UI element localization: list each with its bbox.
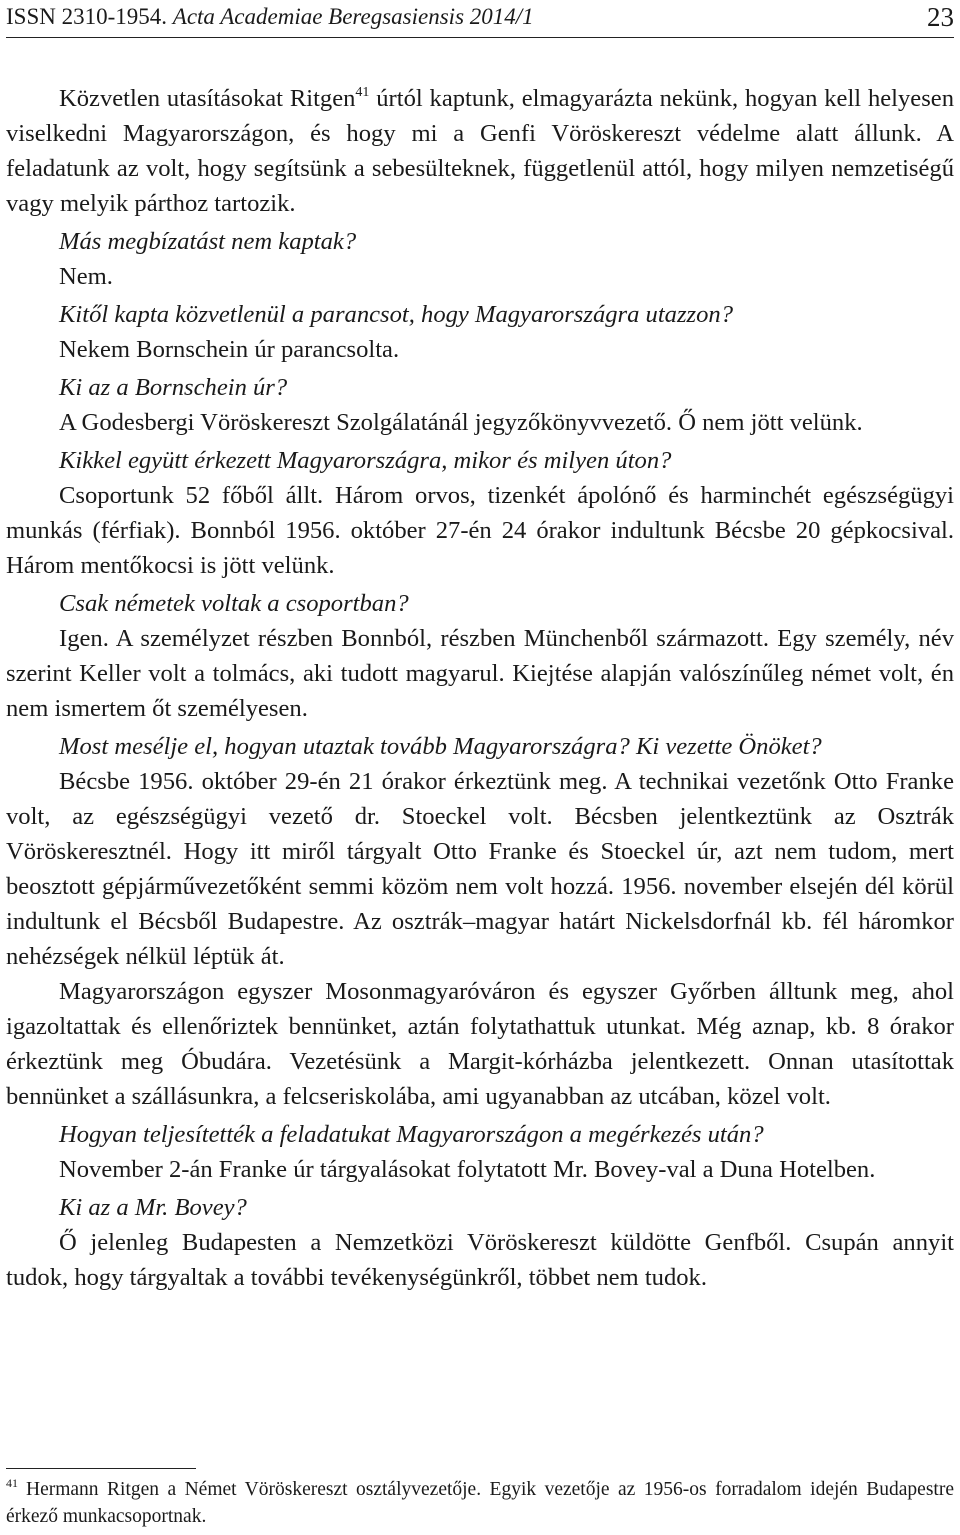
running-header [6, 0, 954, 34]
paragraph-answer: Ő jelenleg Budapesten a Nemzetközi Vöröskereszt küldötte Genfből. Csupán annyit tudok, hogy tárgyaltak a további tevékenységünkről, többet nem tudok. [6, 1229, 954, 1291]
paragraph-answer: Nem. [59, 263, 113, 290]
paragraph-answer: Igen. A személyzet részben Bonnból, részben Münchenből származott. Egy személy, név szerint Keller volt a tolmács, aki tudott magyarul. Kiejtése alapján valószínűleg német volt, én nem ismertem őt személyesen. [6, 625, 954, 722]
footnote-text: Hermann Ritgen a Német Vöröskereszt osztályvezetője. Egyik vezetője az 1956-os forradalom idején Budapestre érkező munkacsoportnak. [6, 1479, 954, 1527]
issn: ISSN 2310-1954. [6, 4, 168, 29]
footnote-ref: 41 [355, 85, 370, 100]
paragraph-question: Ki az a Bornschein úr? [59, 374, 288, 401]
paragraph-answer: November 2-án Franke úr tárgyalásokat folytatott Mr. Bovey-val a Duna Hotelben. [59, 1156, 876, 1183]
paragraph-question: Kitől kapta közvetlenül a parancsot, hogy Magyarországra utazzon? [59, 301, 734, 328]
paragraph-question: Csak németek voltak a csoportban? [59, 590, 409, 617]
paragraph-answer: Közvetlen utasításokat Ritgen$^{41}$ úrtól kaptunk, elmagyarázta nekünk, hogyan kell helyesen viselkedni Magyarországon, és hogy mi a Genfi Vöröskereszt védelme alatt állunk. A feladatunk az volt, hogy segítsünk a sebesülteknek, függetlenül attól, hogy milyen nemzetiségű vagy melyik párthoz tartozik. [6, 85, 954, 217]
paragraph-answer: Csoportunk 52 főből állt. Három orvos, tizenkét ápolónő és harminchét egészségügyi munkás (férfiak). Bonnból 1956. október 27-én 24 órakor indultunk Bécsbe 20 gépkocsival. Három mentőkocsi is jött velünk. [6, 482, 954, 579]
footnote-number: 41 [6, 1476, 18, 1490]
paragraph-answer: Nekem Bornschein úr parancsolta. [59, 336, 400, 363]
footnote [6, 1476, 954, 1530]
paragraph-question: Hogyan teljesítették a feladatukat Magyarországon a megérkezés után? [59, 1121, 764, 1148]
paragraph-question: Most mesélje el, hogyan utaztak tovább Magyarországra? Ki vezette Önöket? [59, 733, 822, 760]
header-rule [6, 37, 954, 38]
body-text [6, 81, 954, 1295]
paragraph-answer: Magyarországon egyszer Mosonmagyaróváron és egyszer Győrben álltunk meg, ahol igazoltattak és ellenőriztek bennünket, aztán folytathattuk utunkat. Még aznap, kb. 8 órakor érkeztünk meg Óbudára. Vezetésünk a Margit-kórházba jelentkezett. Onnan utasítottak bennünket a szállásunkra, a felcseriskolába, ami ugyanabban az utcában, közel volt. [6, 978, 954, 1110]
paragraph-answer: Bécsbe 1956. október 29-én 21 órakor érkeztünk meg. A technikai vezetőnk Otto Franke volt, az egészségügyi vezető dr. Stoeckel volt. Bécsben jelentkeztünk az Osztrák Vöröskeresztnél. Hogy itt miről tárgyalt Otto Franke és Stoeckel úr, azt nem tudom, mert beosztott gépjárművezetőként semmi közöm nem volt hozzá. 1956. november elsején dél körül indultunk el Bécsből Budapestre. Az osztrák–magyar határt Nickelsdorfnál kb. fél háromkor nehézségek nélkül léptük át. [6, 768, 954, 970]
journal-title: Acta Academiae Beregsasiensis 2014/1 [172, 4, 534, 29]
paragraph-answer: A Godesbergi Vöröskereszt Szolgálatánál jegyzőkönyvvezető. Ő nem jött velünk. [59, 409, 863, 436]
paragraph-question: Más megbízatást nem kaptak? [59, 228, 357, 255]
page-number: 23 [927, 2, 954, 32]
journal-citation [6, 0, 534, 34]
paragraph-question: Kikkel együtt érkezett Magyarországra, mikor és milyen úton? [59, 447, 672, 474]
footnote-rule [6, 1468, 196, 1469]
paragraph-question: Ki az a Mr. Bovey? [59, 1194, 247, 1221]
